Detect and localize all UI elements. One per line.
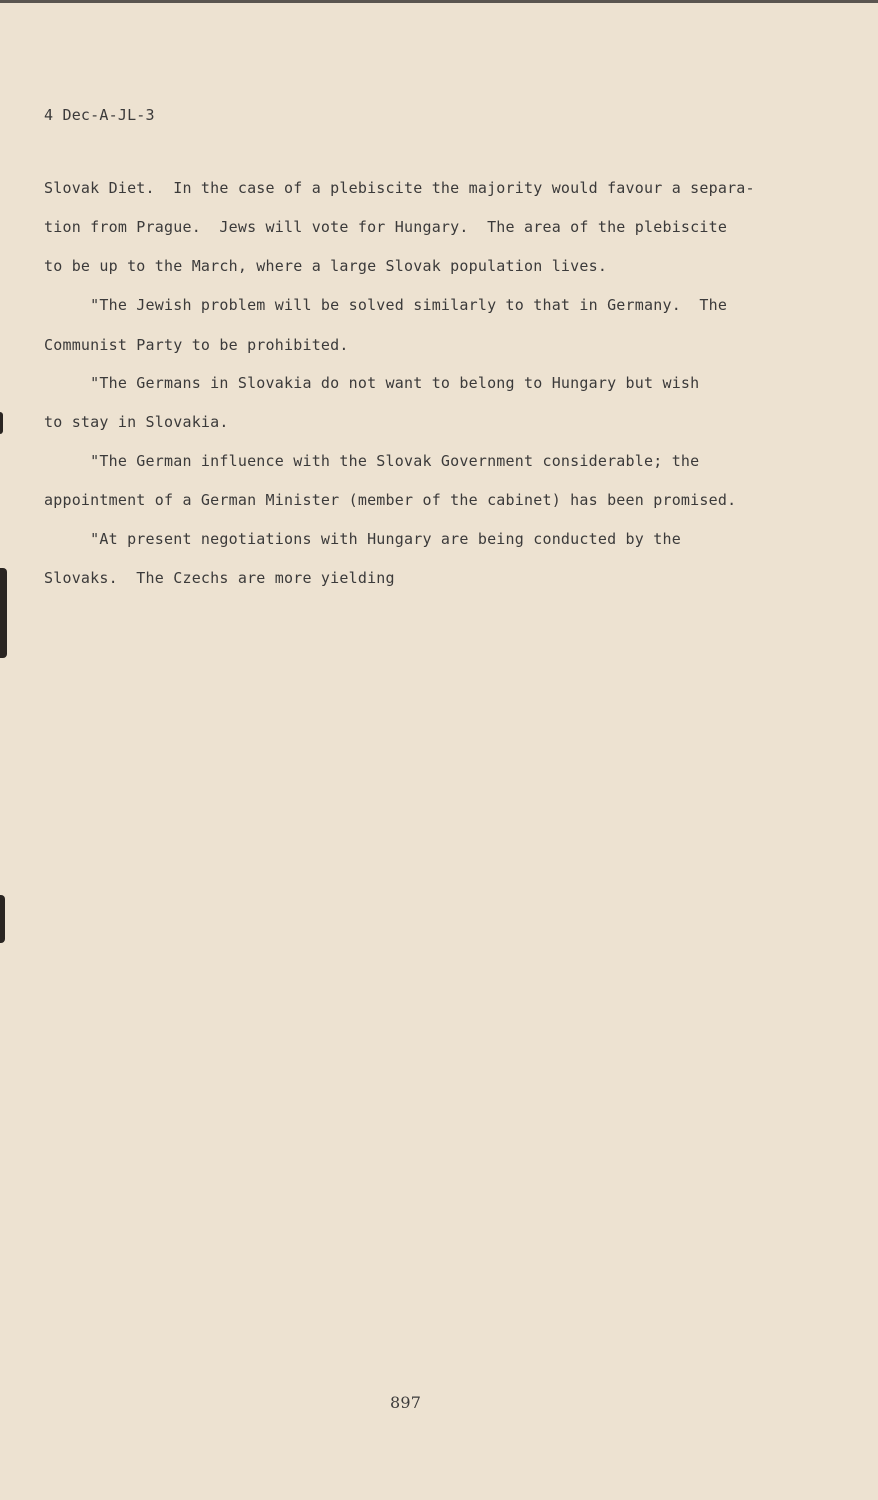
page-number: 897 [390, 1393, 422, 1412]
text-line: Communist Party to be prohibited. [44, 336, 349, 354]
binding-mark [0, 895, 5, 943]
text-line: to be up to the March, where a large Slovak population lives. [44, 257, 608, 275]
text-line: to stay in Slovakia. [44, 413, 229, 431]
binding-mark [0, 412, 3, 434]
document-reference: 4 Dec-A-JL-3 [44, 106, 155, 124]
binding-mark [0, 568, 7, 658]
text-line: appointment of a German Minister (member of the cabinet) has been promised. [44, 491, 737, 509]
text-line: Slovaks. The Czechs are more yielding [44, 569, 395, 587]
text-line: "The German influence with the Slovak Government considerable; the [44, 452, 700, 470]
text-line: "The Jewish problem will be solved similarly to that in Germany. The [44, 296, 728, 314]
text-line: "The Germans in Slovakia do not want to belong to Hungary but wish [44, 374, 700, 392]
text-line: tion from Prague. Jews will vote for Hungary. The area of the plebiscite [44, 218, 728, 236]
text-line: "At present negotiations with Hungary are being conducted by the [44, 530, 681, 548]
page-top-edge [0, 0, 878, 3]
text-line: Slovak Diet. In the case of a plebiscite the majority would favour a separa- [44, 179, 755, 197]
